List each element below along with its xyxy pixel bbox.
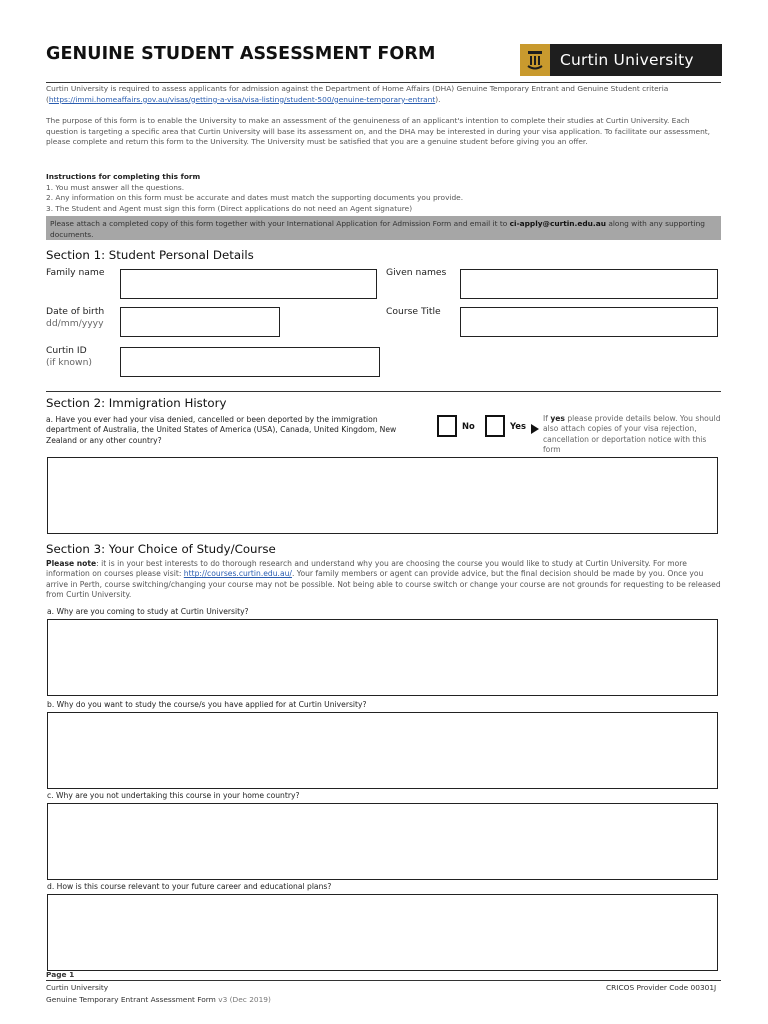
arrow-right-icon [531,419,539,438]
curtin-id-note: (if known) [46,357,92,368]
instruction-item: 1. You must answer all the questions. [46,182,185,192]
header-divider [46,82,721,83]
footer-form-name: Genuine Temporary Entrant Assessment Form v3 (Dec 2019) [46,995,271,1004]
question-b-label: b. Why do you want to study the course/s you have applied for at Curtin University? [47,700,367,709]
attach-notice-band: Please attach a completed copy of this form together with your International Application for Admission Form and email it to ci-apply@curtin.edu.au along with any supporting documents. [46,216,721,240]
footer-divider [46,980,721,981]
section-3-heading: Section 3: Your Choice of Study/Course [46,542,276,556]
dob-format-hint: dd/mm/yyyy [46,318,104,329]
courses-link[interactable]: http://courses.curtin.edu.au/ [183,569,292,579]
crest-icon [520,44,550,76]
curtin-id-label: Curtin ID [46,345,87,356]
page-number: Page 1 [46,970,75,979]
family-name-label: Family name [46,267,105,278]
course-research-note: Please note: it is in your best interests to do thorough research and understand why you are choosing the course you would like to study at Curtin University. For more information on courses please visit: http://courses.curtin.edu.au/. Your family members or agent can provide advice, but the final decision should be made by you. Once you arrive in Perth, course switching/changing your course may not be possible. Not being able to course switch or change your course are not grounds for requesting to be released from Curtin University. [46,559,721,600]
section-divider [46,391,721,392]
yes-checkbox[interactable] [485,415,505,437]
question-c-textarea[interactable] [47,803,718,880]
dob-input[interactable] [120,307,280,337]
apply-email: ci-apply@curtin.edu.au [509,219,606,228]
yes-label: Yes [510,421,526,431]
instruction-item: 2. Any information on this form must be accurate and dates must match the supporting documents you provide. [46,193,464,203]
no-checkbox[interactable] [437,415,457,437]
logo-wordmark: Curtin University [560,51,694,69]
no-label: No [462,421,475,431]
given-names-input[interactable] [460,269,718,299]
instructions [46,172,722,214]
yes-details-note: If yes please provide details below. You should also attach copies of your visa rejection, cancellation or deportation notice with this form [543,414,721,455]
cricos-code: CRICOS Provider Code 00301J [606,983,717,992]
curtin-logo [520,44,722,76]
instruction-item: 3. The Student and Agent must sign this form (Direct applications do not need an Agent signature) [46,203,413,213]
question-d-textarea[interactable] [47,894,718,971]
intro-paragraph-1: Curtin University is required to assess applicants for admission against the Department of Home Affairs (DHA) Genuine Temporary Entrant and Genuine Student criteria (https://immi.homeaffairs.gov.au/visas/getting-a-visa/visa-listing/student-500/genuine-temporary-entrant). [46,84,669,104]
question-b-textarea[interactable] [47,712,718,789]
immigration-details-textarea[interactable] [47,457,718,534]
instructions-title: Instructions for completing this form [46,172,201,181]
course-title-input[interactable] [460,307,718,337]
family-name-input[interactable] [120,269,377,299]
dha-link[interactable]: https://immi.homeaffairs.gov.au/visas/getting-a-visa/visa-listing/student-500/genuine-temporary-entrant [48,94,436,104]
question-a-textarea[interactable] [47,619,718,696]
dob-label: Date of birth [46,306,105,317]
section-1-heading: Section 1: Student Personal Details [46,248,254,262]
question-c-label: c. Why are you not undertaking this course in your home country? [47,791,300,800]
given-names-label: Given names [386,267,447,278]
section-2-heading: Section 2: Immigration History [46,396,227,410]
page-title: GENUINE STUDENT ASSESSMENT FORM [46,44,436,64]
question-d-label: d. How is this course relevant to your future career and educational plans? [47,882,332,891]
course-title-label: Course Title [386,306,441,317]
question-a-label: a. Why are you coming to study at Curtin University? [47,607,249,616]
curtin-id-input[interactable] [120,347,380,377]
footer-org: Curtin University [46,983,109,992]
intro-paragraph-2: The purpose of this form is to enable the University to make an assessment of the genuineness of an applicant's intention to complete their studies at Curtin University. Each question is targeting a specific area that Curtin University will base its assessment on, and the DHA may be interested in during your visa application. To facilitate our assessment, please complete and return this form to the University. The University must be satisfied that you are a genuine student before giving you an offer. [46,116,711,147]
immigration-question-a: a. Have you ever had your visa denied, cancelled or been deported by the immigration department of Australia, the United States of America (USA), Canada, United Kingdom, New Zealand or any other country? [46,415,397,445]
